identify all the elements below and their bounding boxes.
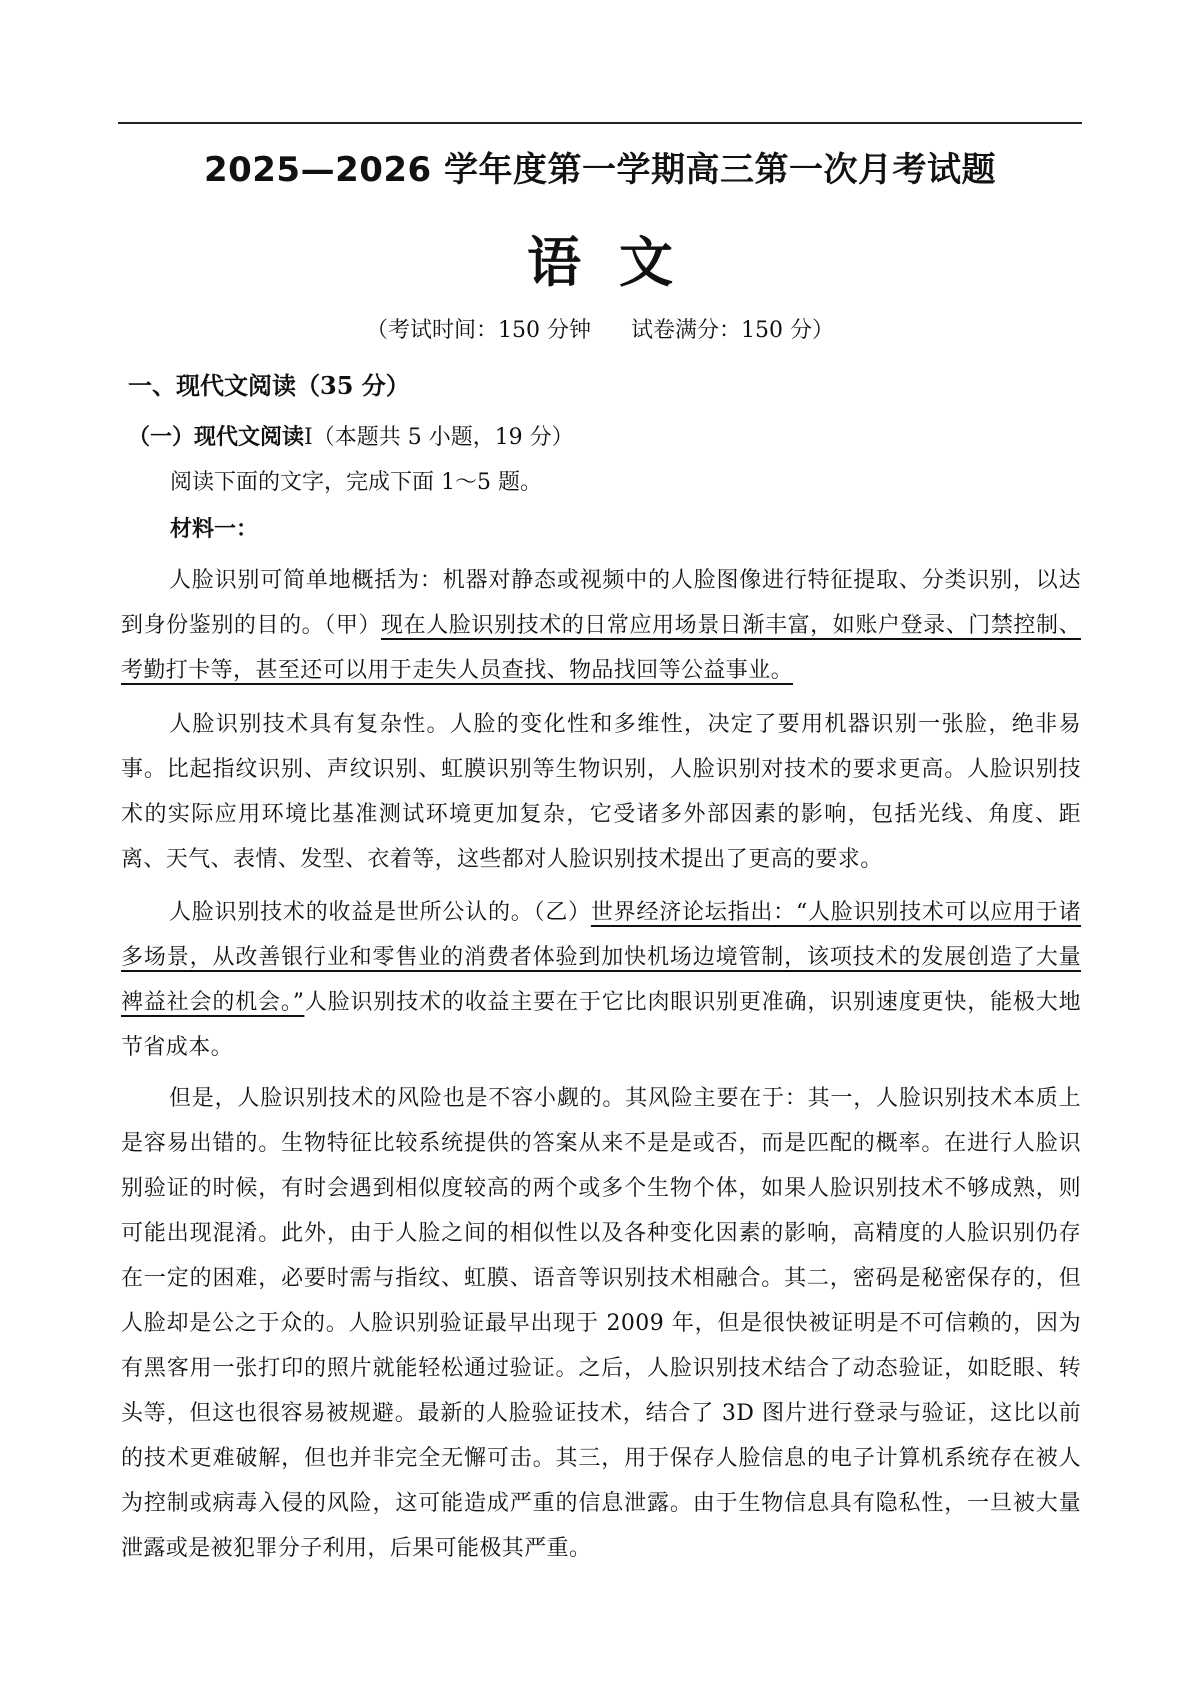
subject-title: 语文 (527, 230, 711, 294)
paragraph-1 (121, 558, 1081, 693)
exam-info (0, 313, 1200, 344)
paragraph-4: 但是，人脸识别技术的风险也是不容小觑的。其风险主要在于：其一，人脸识别技术本质上是容易出错的。生物特征比较系统提供的答案从来不是是或否，而是匹配的概率。在进行人脸识别验证的时候，有时会遇到相似度较高的两个或多个生物个体，如果人脸识别技术不够成熟，则可能出现混淆。此外，由于人脸之间的相似性以及各种变化因素的影响，高精度的人脸识别仍存在一定的困难，必要时需与指纹、虹膜、语音等识别技术相融合。其二，密码是秘密保存的，但人脸却是公之于众的。人脸识别验证最早出现于 2009 年，但是很快被证明是不可信赖的，因为有黑客用一张打印的照片就能轻松通过验证。之后，人脸识别技术结合了动态验证，如眨眼、转头等，但这也很容易被规避。最新的人脸验证技术，结合了 3D 图片进行登录与验证，这比以前的技术更难破解，但也并非完全无懈可击。其三，用于保存人脸信息的电子计算机系统存在被人为控制或病毒入侵的风险，这可能造成严重的信息泄露。由于生物信息具有隐私性，一旦被大量泄露或是被犯罪分子利用，后果可能极其严重。 (121, 1086, 1081, 1561)
underlined-sentence-yi: 世界经济论坛指出：“人脸识别技术可以应用于诸多场景，从改善银行业和零售业的消费者体验到加快机场边境管制，该项技术的发展创造了大量裨益社会的机会。” (121, 900, 1081, 1015)
paragraph-3-text: 人脸识别技术的收益是世所公认的。（乙） (169, 900, 591, 925)
paragraph-1-text: 人脸识别可简单地概括为：机器对静态或视频中的人脸图像进行特征提取、分类识别，以达到身份鉴别的目的。（甲） (121, 568, 1081, 638)
exam-duration: （考试时间：150 分钟 (366, 318, 591, 343)
underlined-sentence-jia: 现在人脸识别技术的日常应用场景日渐丰富，如账户登录、门禁控制、考勤打卡等，甚至还可以用于走失人员查找、物品找回等公益事业。 (121, 613, 1081, 683)
paragraph-3-text-end: 人脸识别技术的收益主要在于它比肉眼识别更准确，识别速度更快，能极大地节省成本。 (121, 990, 1081, 1060)
subsection-heading-bold: （一）现代文阅读 (128, 424, 305, 450)
material-label: 材料一： (170, 517, 259, 542)
reading-instruction: 阅读下面的文字，完成下面 1～5 题。 (170, 470, 542, 495)
subsection-heading-rest: Ⅰ（本题共 5 小题，19 分） (304, 425, 574, 450)
exam-title: 2025—2026 学年度第一学期高三第一次月考试题 (203, 150, 997, 190)
subsection-heading (128, 420, 574, 451)
paragraph-2: 人脸识别技术具有复杂性。人脸的变化性和多维性，决定了要用机器识别一张脸，绝非易事。比起指纹识别、声纹识别、虹膜识别等生物识别，人脸识别对技术的要求更高。人脸识别技术的实际应用环境比基准测试环境更加复杂，它受诸多外部因素的影响，包括光线、角度、距离、天气、表情、发型、衣着等，这些都对人脸识别技术提出了更高的要求。 (121, 712, 1081, 872)
header-rule (118, 122, 1082, 124)
paragraph-3 (121, 890, 1081, 1070)
exam-full-score: 试卷满分：150 分） (631, 318, 834, 343)
section-heading: 一、现代文阅读（35 分） (128, 371, 410, 400)
